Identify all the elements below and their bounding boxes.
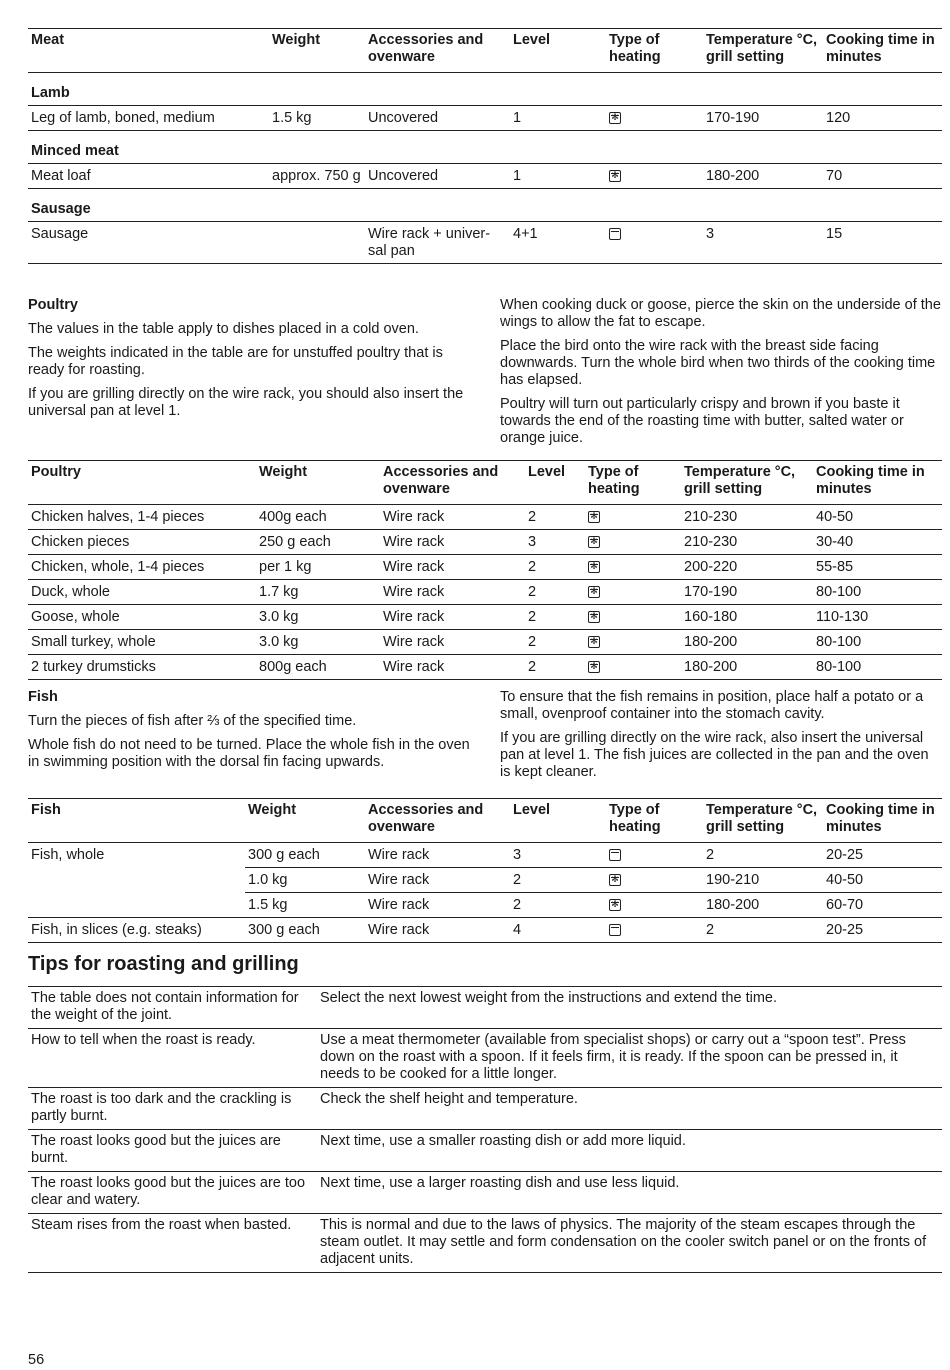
cell-dish: Chicken pieces (28, 530, 256, 555)
section-title-poultry: Poultry (28, 297, 78, 313)
cell-accessories: Uncovered (365, 164, 510, 189)
cell-accessories: Wire rack (380, 605, 525, 630)
fan-grill-icon (588, 586, 600, 598)
table-row (28, 530, 942, 555)
cell-temp: 160-180 (681, 605, 813, 630)
cell-dish: Sausage (28, 222, 269, 264)
cell-weight: 3.0 kg (256, 605, 380, 630)
table-row (28, 164, 942, 189)
cell-level: 4 (510, 918, 606, 943)
cell-dish (28, 893, 245, 918)
cell-dish: 2 turkey drumsticks (28, 655, 256, 680)
col-header: Accessories and ovenware (380, 461, 525, 505)
cell-heating (585, 655, 681, 680)
cell-heating (606, 222, 703, 264)
cell-dish: Fish, in slices (e.g. steaks) (28, 918, 245, 943)
poultry-table-header (28, 461, 942, 505)
tip-solution: Check the shelf height and temperature. (317, 1088, 942, 1130)
paragraph: Poultry will turn out particularly crispy and brown if you baste it towards the end of the roasting time with butter, salted water or orange juice. (500, 396, 904, 446)
cell-accessories: Wire rack (380, 580, 525, 605)
tip-solution: Use a meat thermometer (available from specialist shops) or carry out a “spoon test”. Press down on the roast with a spoon. If it feels firm, it is ready. If the spoon can be pressed in, it needs to be cooked for a little longer. (317, 1029, 942, 1088)
tip-problem: The roast looks good but the juices are burnt. (28, 1130, 317, 1172)
cell-heating (585, 630, 681, 655)
col-header: Weight (256, 461, 380, 505)
grill-icon (609, 849, 621, 861)
paragraph: Place the bird onto the wire rack with the breast side facing downwards. Turn the whole bird when two thirds of the cooking time has elapsed. (500, 338, 936, 388)
cell-accessories: Uncovered (365, 106, 510, 131)
cell-heating (585, 555, 681, 580)
poultry-intro-right (500, 297, 942, 454)
col-header: Temperature °C, grill setting (681, 461, 813, 505)
cell-weight: approx. 750 g (269, 164, 365, 189)
cell-accessories: Wire rack (380, 555, 525, 580)
tip-problem: The roast looks good but the juices are too clear and watery. (28, 1172, 317, 1214)
paragraph: If you are grilling directly on the wire rack, also insert the universal pan at level 1. The fish juices are collected in the pan and the oven is kept cleaner. (500, 730, 929, 780)
fish-intro-left (28, 689, 470, 778)
cell-temp: 180-200 (703, 164, 823, 189)
group-title: Lamb (28, 73, 942, 106)
cell-time: 40-50 (813, 505, 942, 530)
paragraph: The weights indicated in the table are for unstuffed poultry that is ready for roasting. (28, 345, 443, 378)
cell-level: 2 (525, 580, 585, 605)
col-header: Weight (269, 29, 365, 73)
group-row-lamb (28, 73, 942, 106)
cell-level: 2 (510, 868, 606, 893)
table-row (28, 222, 942, 264)
fan-grill-icon (588, 561, 600, 573)
cell-accessories: Wire rack (380, 655, 525, 680)
col-header: Temperature °C, grill setting (703, 799, 823, 843)
col-header: Weight (245, 799, 365, 843)
col-header: Temperature °C, grill setting (703, 29, 823, 73)
cell-accessories: Wire rack (365, 918, 510, 943)
col-header: Cooking time in minutes (823, 799, 942, 843)
cell-weight: 1.5 kg (269, 106, 365, 131)
col-header: Accessories and ovenware (365, 29, 510, 73)
cell-heating (585, 580, 681, 605)
table-row (28, 555, 942, 580)
tip-solution: Next time, use a smaller roasting dish or add more liquid. (317, 1130, 942, 1172)
fish-intro-right (500, 689, 942, 788)
cell-accessories: Wire rack (380, 505, 525, 530)
group-row-sausage (28, 189, 942, 222)
cell-time: 110-130 (813, 605, 942, 630)
paragraph: Turn the pieces of fish after ⅔ of the specified time. (28, 713, 357, 729)
paragraph: The values in the table apply to dishes placed in a cold oven. (28, 321, 419, 337)
paragraph: If you are grilling directly on the wire rack, you should also insert the universal pan at level 1. (28, 386, 464, 419)
tips-row (28, 1130, 942, 1172)
cell-dish: Duck, whole (28, 580, 256, 605)
fish-table-header (28, 799, 942, 843)
cell-heating (585, 605, 681, 630)
poultry-intro-left (28, 297, 470, 427)
col-header: Type of heating (606, 799, 703, 843)
col-header: Type of heating (585, 461, 681, 505)
cell-time: 55-85 (813, 555, 942, 580)
col-header: Cooking time in minutes (813, 461, 942, 505)
table-row (28, 106, 942, 131)
tips-row (28, 1214, 942, 1273)
paragraph: To ensure that the fish remains in position, place half a potato or a small, ovenproof container into the stomach cavity. (500, 689, 924, 722)
tip-problem: The table does not contain information for the weight of the joint. (28, 987, 317, 1029)
cell-dish: Small turkey, whole (28, 630, 256, 655)
cell-level: 2 (525, 630, 585, 655)
cell-accessories: Wire rack (380, 630, 525, 655)
cell-heating (585, 505, 681, 530)
tips-row (28, 1088, 942, 1130)
cell-accessories: Wire rack (365, 843, 510, 868)
cell-level: 3 (510, 843, 606, 868)
col-header: Poultry (28, 461, 256, 505)
cell-time: 30-40 (813, 530, 942, 555)
cell-accessories: Wire rack (365, 868, 510, 893)
tip-solution: Select the next lowest weight from the instructions and extend the time. (317, 987, 942, 1029)
table-row (28, 893, 942, 918)
tip-solution: This is normal and due to the laws of physics. The majority of the steam escapes through the steam outlet. It may settle and form condensation on the cooler switch panel or on the fronts of adjacent units. (317, 1214, 942, 1273)
cell-temp: 210-230 (681, 505, 813, 530)
cell-time: 40-50 (823, 868, 942, 893)
cell-temp: 190-210 (703, 868, 823, 893)
cell-time: 80-100 (813, 580, 942, 605)
poultry-table (28, 460, 942, 680)
cell-temp: 2 (703, 843, 823, 868)
fish-table (28, 798, 942, 943)
cell-time: 80-100 (813, 655, 942, 680)
tips-row (28, 1029, 942, 1088)
page-number: 56 (28, 1352, 45, 1368)
cell-temp: 3 (703, 222, 823, 264)
cell-heating (606, 918, 703, 943)
col-header: Accessories and ovenware (365, 799, 510, 843)
cell-accessories: Wire rack + univer-sal pan (365, 222, 510, 264)
fan-grill-icon (609, 899, 621, 911)
cell-weight: per 1 kg (256, 555, 380, 580)
fan-grill-icon (609, 874, 621, 886)
col-header: Cooking time in minutes (823, 29, 942, 73)
tip-problem: Steam rises from the roast when basted. (28, 1214, 317, 1273)
cell-level: 1 (510, 106, 606, 131)
table-row (28, 655, 942, 680)
cell-dish: Chicken, whole, 1-4 pieces (28, 555, 256, 580)
cell-weight: 1.5 kg (245, 893, 365, 918)
cell-weight: 250 g each (256, 530, 380, 555)
fan-grill-icon (588, 511, 600, 523)
tip-solution: Next time, use a larger roasting dish and use less liquid. (317, 1172, 942, 1214)
tip-problem: How to tell when the roast is ready. (28, 1029, 317, 1088)
cell-temp: 180-200 (703, 893, 823, 918)
cell-time: 70 (823, 164, 942, 189)
table-row (28, 843, 942, 868)
cell-weight: 1.0 kg (245, 868, 365, 893)
fan-grill-icon (588, 661, 600, 673)
grill-icon (609, 228, 621, 240)
cell-weight: 1.7 kg (256, 580, 380, 605)
cell-heating (606, 164, 703, 189)
table-row (28, 918, 942, 943)
cell-weight: 3.0 kg (256, 630, 380, 655)
table-row (28, 580, 942, 605)
cell-dish: Meat loaf (28, 164, 269, 189)
cell-level: 1 (510, 164, 606, 189)
paragraph: Whole fish do not need to be turned. Place the whole fish in the oven in swimming position with the dorsal fin facing upwards. (28, 737, 470, 770)
fan-grill-icon (588, 611, 600, 623)
col-header: Meat (28, 29, 269, 73)
cell-heating (606, 106, 703, 131)
paragraph: When cooking duck or goose, pierce the skin on the underside of the wings to allow the fat to escape. (500, 297, 941, 330)
table-row (28, 868, 942, 893)
cell-temp: 170-190 (681, 580, 813, 605)
cell-time: 20-25 (823, 918, 942, 943)
cell-temp: 2 (703, 918, 823, 943)
cell-temp: 180-200 (681, 630, 813, 655)
grill-icon (609, 924, 621, 936)
cell-dish: Leg of lamb, boned, medium (28, 106, 269, 131)
cell-weight (269, 222, 365, 264)
cell-time: 20-25 (823, 843, 942, 868)
cell-time: 60-70 (823, 893, 942, 918)
meat-table-header (28, 29, 942, 73)
col-header: Level (510, 799, 606, 843)
cell-heating (585, 530, 681, 555)
cell-level: 3 (525, 530, 585, 555)
cell-dish: Chicken halves, 1-4 pieces (28, 505, 256, 530)
fan-grill-icon (588, 536, 600, 548)
table-row (28, 505, 942, 530)
cell-time: 15 (823, 222, 942, 264)
cell-accessories: Wire rack (380, 530, 525, 555)
cell-temp: 170-190 (703, 106, 823, 131)
section-title-fish: Fish (28, 689, 58, 705)
tips-row (28, 987, 942, 1029)
cell-level: 2 (510, 893, 606, 918)
cell-weight: 400g each (256, 505, 380, 530)
col-header: Level (510, 29, 606, 73)
cell-time: 120 (823, 106, 942, 131)
cell-heating (606, 868, 703, 893)
cell-level: 2 (525, 555, 585, 580)
cell-time: 80-100 (813, 630, 942, 655)
fan-grill-icon (609, 170, 621, 182)
table-row (28, 630, 942, 655)
cell-temp: 180-200 (681, 655, 813, 680)
cell-heating (606, 893, 703, 918)
group-row-minced-meat (28, 131, 942, 164)
fan-grill-icon (588, 636, 600, 648)
section-title-tips: Tips for roasting and grilling (28, 953, 299, 975)
cell-weight: 300 g each (245, 918, 365, 943)
cell-heating (606, 843, 703, 868)
cell-weight: 300 g each (245, 843, 365, 868)
group-title: Sausage (28, 189, 942, 222)
cell-temp: 210-230 (681, 530, 813, 555)
tip-problem: The roast is too dark and the crackling is partly burnt. (28, 1088, 317, 1130)
tips-table (28, 986, 942, 1273)
col-header: Fish (28, 799, 245, 843)
col-header: Type of heating (606, 29, 703, 73)
cell-weight: 800g each (256, 655, 380, 680)
cell-temp: 200-220 (681, 555, 813, 580)
cell-accessories: Wire rack (365, 893, 510, 918)
group-title: Minced meat (28, 131, 942, 164)
tips-row (28, 1172, 942, 1214)
cell-dish (28, 868, 245, 893)
cell-dish: Fish, whole (31, 847, 105, 863)
cell-level: 2 (525, 605, 585, 630)
col-header: Level (525, 461, 585, 505)
cell-dish: Goose, whole (28, 605, 256, 630)
cell-level: 4+1 (510, 222, 606, 264)
cell-level: 2 (525, 505, 585, 530)
cell-level: 2 (525, 655, 585, 680)
meat-table (28, 28, 942, 264)
table-row (28, 605, 942, 630)
fan-grill-icon (609, 112, 621, 124)
